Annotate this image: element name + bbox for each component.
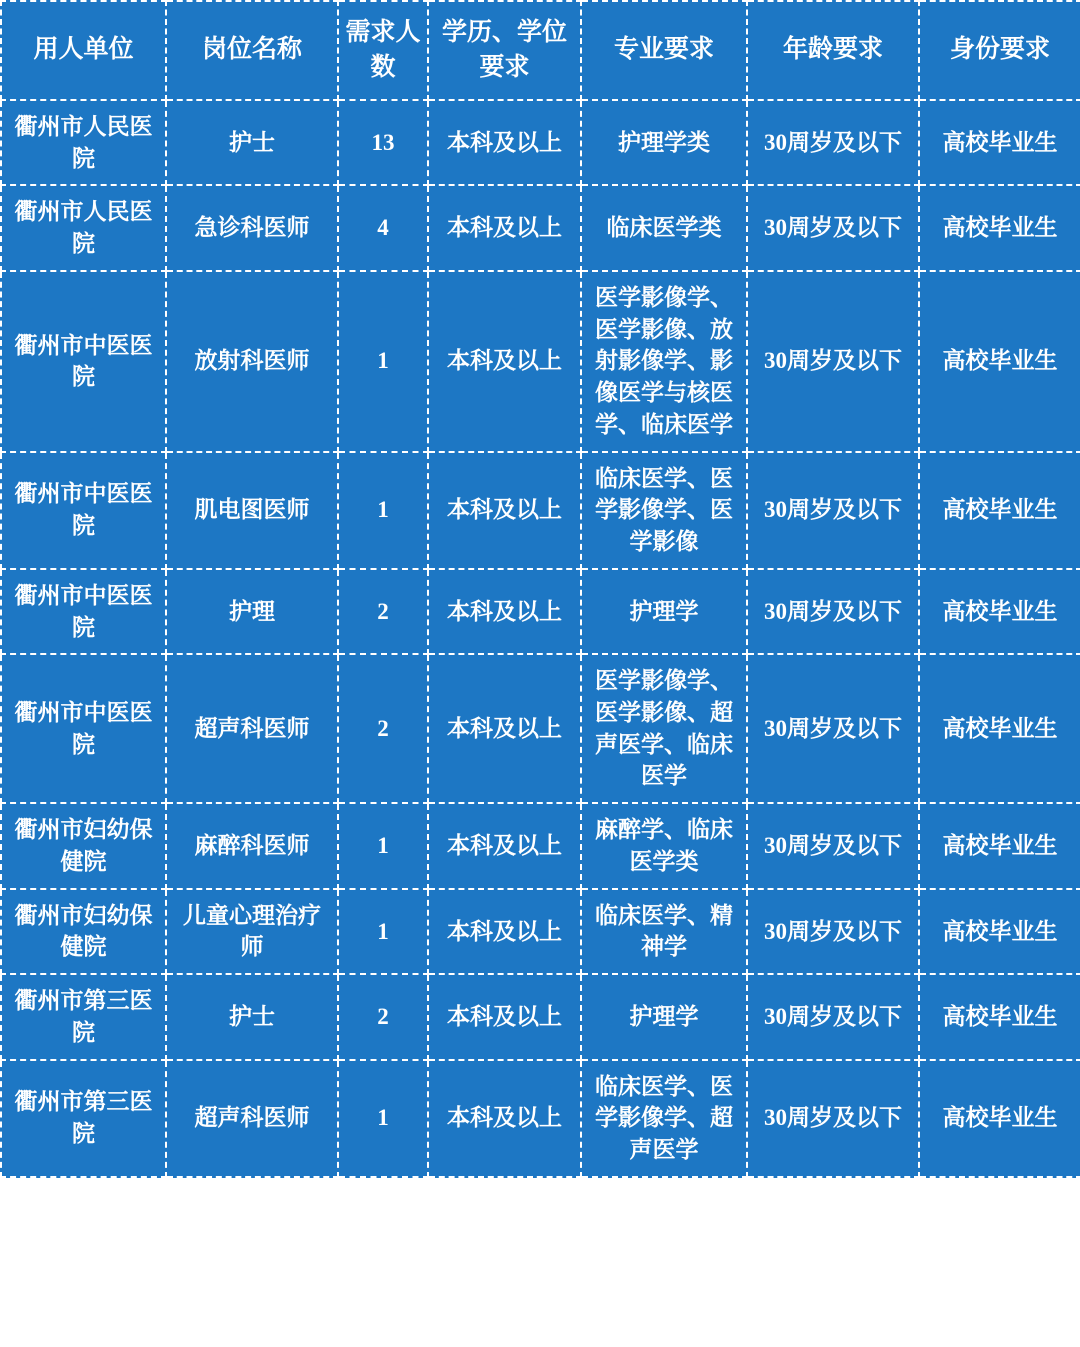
cell-count: 2 xyxy=(338,654,428,803)
cell-position: 护理 xyxy=(166,569,338,654)
cell-age: 30周岁及以下 xyxy=(747,803,919,888)
table-row xyxy=(1,100,1080,185)
cell-identity: 高校毕业生 xyxy=(919,1060,1080,1177)
cell-education: 本科及以上 xyxy=(428,803,581,888)
cell-age: 30周岁及以下 xyxy=(747,974,919,1059)
column-header-education: 学历、学位要求 xyxy=(428,1,581,100)
cell-age: 30周岁及以下 xyxy=(747,654,919,803)
cell-count: 2 xyxy=(338,974,428,1059)
cell-age: 30周岁及以下 xyxy=(747,100,919,185)
column-header-unit: 用人单位 xyxy=(1,1,166,100)
cell-identity: 高校毕业生 xyxy=(919,569,1080,654)
cell-age: 30周岁及以下 xyxy=(747,889,919,974)
cell-identity: 高校毕业生 xyxy=(919,100,1080,185)
cell-identity: 高校毕业生 xyxy=(919,452,1080,569)
cell-education: 本科及以上 xyxy=(428,100,581,185)
cell-position: 肌电图医师 xyxy=(166,452,338,569)
cell-education: 本科及以上 xyxy=(428,569,581,654)
cell-position: 急诊科医师 xyxy=(166,185,338,270)
cell-identity: 高校毕业生 xyxy=(919,803,1080,888)
table-row xyxy=(1,569,1080,654)
cell-education: 本科及以上 xyxy=(428,452,581,569)
cell-count: 1 xyxy=(338,803,428,888)
cell-major: 护理学 xyxy=(581,569,747,654)
column-header-age: 年龄要求 xyxy=(747,1,919,100)
cell-age: 30周岁及以下 xyxy=(747,271,919,452)
cell-unit: 衢州市第三医院 xyxy=(1,974,166,1059)
cell-education: 本科及以上 xyxy=(428,1060,581,1177)
cell-identity: 高校毕业生 xyxy=(919,185,1080,270)
column-header-identity: 身份要求 xyxy=(919,1,1080,100)
table-body xyxy=(1,100,1080,1177)
cell-count: 4 xyxy=(338,185,428,270)
cell-identity: 高校毕业生 xyxy=(919,271,1080,452)
cell-major: 医学影像学、医学影像、超声医学、临床医学 xyxy=(581,654,747,803)
cell-major: 护理学 xyxy=(581,974,747,1059)
table-row xyxy=(1,974,1080,1059)
cell-major: 临床医学、医学影像学、超声医学 xyxy=(581,1060,747,1177)
cell-unit: 衢州市中医医院 xyxy=(1,654,166,803)
table-row xyxy=(1,1060,1080,1177)
column-header-position: 岗位名称 xyxy=(166,1,338,100)
table-header-row xyxy=(1,1,1080,100)
cell-position: 护士 xyxy=(166,100,338,185)
cell-unit: 衢州市中医医院 xyxy=(1,569,166,654)
cell-count: 1 xyxy=(338,452,428,569)
cell-unit: 衢州市妇幼保健院 xyxy=(1,889,166,974)
cell-education: 本科及以上 xyxy=(428,889,581,974)
table-row xyxy=(1,803,1080,888)
cell-identity: 高校毕业生 xyxy=(919,654,1080,803)
table-header xyxy=(1,1,1080,100)
cell-major: 医学影像学、医学影像、放射影像学、影像医学与核医学、临床医学 xyxy=(581,271,747,452)
table-row xyxy=(1,185,1080,270)
cell-count: 2 xyxy=(338,569,428,654)
cell-major: 护理学类 xyxy=(581,100,747,185)
cell-identity: 高校毕业生 xyxy=(919,974,1080,1059)
cell-unit: 衢州市中医医院 xyxy=(1,271,166,452)
column-header-major: 专业要求 xyxy=(581,1,747,100)
cell-position: 放射科医师 xyxy=(166,271,338,452)
cell-position: 护士 xyxy=(166,974,338,1059)
cell-identity: 高校毕业生 xyxy=(919,889,1080,974)
cell-major: 临床医学、精神学 xyxy=(581,889,747,974)
cell-unit: 衢州市妇幼保健院 xyxy=(1,803,166,888)
table-row xyxy=(1,271,1080,452)
cell-position: 超声科医师 xyxy=(166,654,338,803)
cell-unit: 衢州市人民医院 xyxy=(1,185,166,270)
cell-age: 30周岁及以下 xyxy=(747,1060,919,1177)
cell-major: 麻醉学、临床医学类 xyxy=(581,803,747,888)
column-header-count: 需求人数 xyxy=(338,1,428,100)
cell-position: 儿童心理治疗师 xyxy=(166,889,338,974)
cell-unit: 衢州市人民医院 xyxy=(1,100,166,185)
cell-major: 临床医学、医学影像学、医学影像 xyxy=(581,452,747,569)
cell-count: 1 xyxy=(338,271,428,452)
cell-education: 本科及以上 xyxy=(428,654,581,803)
cell-count: 1 xyxy=(338,1060,428,1177)
cell-count: 1 xyxy=(338,889,428,974)
cell-unit: 衢州市中医医院 xyxy=(1,452,166,569)
cell-education: 本科及以上 xyxy=(428,185,581,270)
cell-age: 30周岁及以下 xyxy=(747,569,919,654)
cell-age: 30周岁及以下 xyxy=(747,185,919,270)
table-row xyxy=(1,889,1080,974)
cell-major: 临床医学类 xyxy=(581,185,747,270)
cell-position: 麻醉科医师 xyxy=(166,803,338,888)
table-row xyxy=(1,452,1080,569)
table-row xyxy=(1,654,1080,803)
cell-position: 超声科医师 xyxy=(166,1060,338,1177)
cell-age: 30周岁及以下 xyxy=(747,452,919,569)
cell-unit: 衢州市第三医院 xyxy=(1,1060,166,1177)
cell-education: 本科及以上 xyxy=(428,974,581,1059)
cell-education: 本科及以上 xyxy=(428,271,581,452)
cell-count: 13 xyxy=(338,100,428,185)
